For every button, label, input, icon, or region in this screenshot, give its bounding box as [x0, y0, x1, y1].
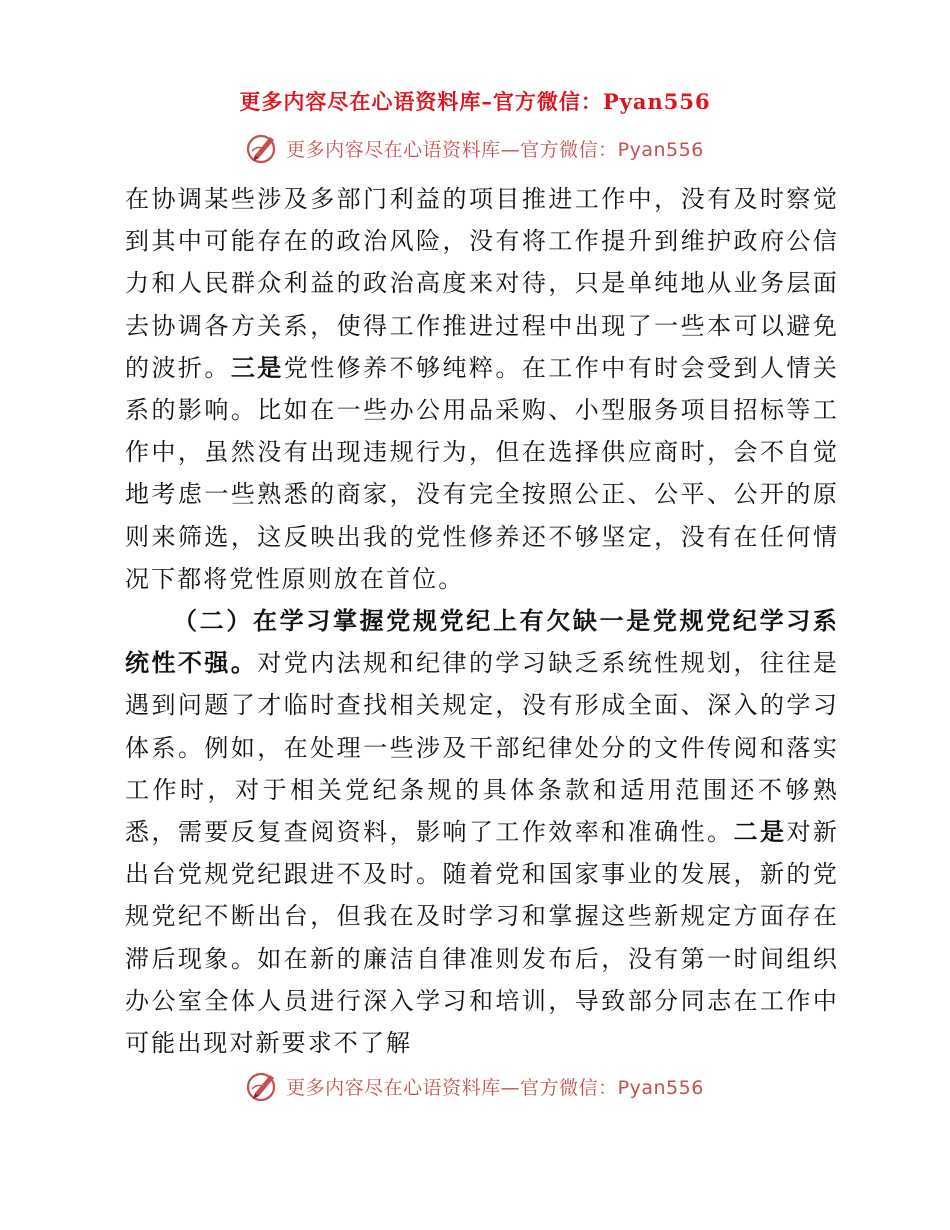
- watermark-text: 更多内容尽在心语资料库—官方微信：Pyan556: [286, 138, 704, 161]
- watermark-top: [0, 131, 950, 165]
- paragraph-2: [125, 600, 839, 1064]
- pen-logo-icon: [246, 1069, 280, 1103]
- watermark-text: 更多内容尽在心语资料库—官方微信：Pyan556: [286, 1076, 704, 1099]
- paragraph-1-bold-marker: 三是: [230, 352, 284, 382]
- paragraph-1-intro: 在协调某些涉及多部门利益的项目推进工作中，没有及时察觉到其中可能存在的政治风险，没有将工作提升到维护政府公信力和人民群众利益的政治高度来对待，只是单纯地从业务层面去协调各方关系，使得工作推进过程中出现了一些本可以避免的波折。: [125, 185, 839, 382]
- document-body: [125, 178, 839, 1064]
- header-banner: 更多内容尽在心语资料库–官方微信：Pyan556: [239, 89, 711, 114]
- section-heading: （二）在学习掌握党规党纪上有欠缺一是党规党纪学习系统性不强。: [125, 606, 839, 678]
- paragraph-2-bold-marker: 二是: [733, 817, 787, 847]
- paragraph-1: [125, 178, 839, 600]
- watermark-bottom: [0, 1069, 950, 1103]
- paragraph-2-text-2: 对新出台党规党纪跟进不及时。随着党和国家事业的发展，新的党规党纪不断出台，但我在及时学习和掌握这些新规定方面存在滞后现象。如在新的廉洁自律准则发布后，没有第一时间组织办公室全体人员进行深入学习和培训，导致部分同志在工作中可能出现对新要求不了解: [125, 818, 839, 1058]
- pen-logo-icon: [246, 131, 280, 165]
- paragraph-1-rest: 党性修养不够纯粹。在工作中有时会受到人情关系的影响。比如在一些办公用品采购、小型服务项目招标等工作中，虽然没有出现违规行为，但在选择供应商时，会不自觉地考虑一些熟悉的商家，没有完全按照公正、公平、公开的原则来筛选，这反映出我的党性修养还不够坚定，没有在任何情况下都将党性原则放在首位。: [125, 353, 839, 593]
- paragraph-2-text-1: 对党内法规和纪律的学习缺乏系统性规划，往往是遇到问题了才临时查找相关规定，没有形成全面、深入的学习体系。例如，在处理一些涉及干部纪律处分的文件传阅和落实工作时，对于相关党纪条规的具体条款和适用范围还不够熟悉，需要反复查阅资料，影响了工作效率和准确性。: [125, 649, 840, 847]
